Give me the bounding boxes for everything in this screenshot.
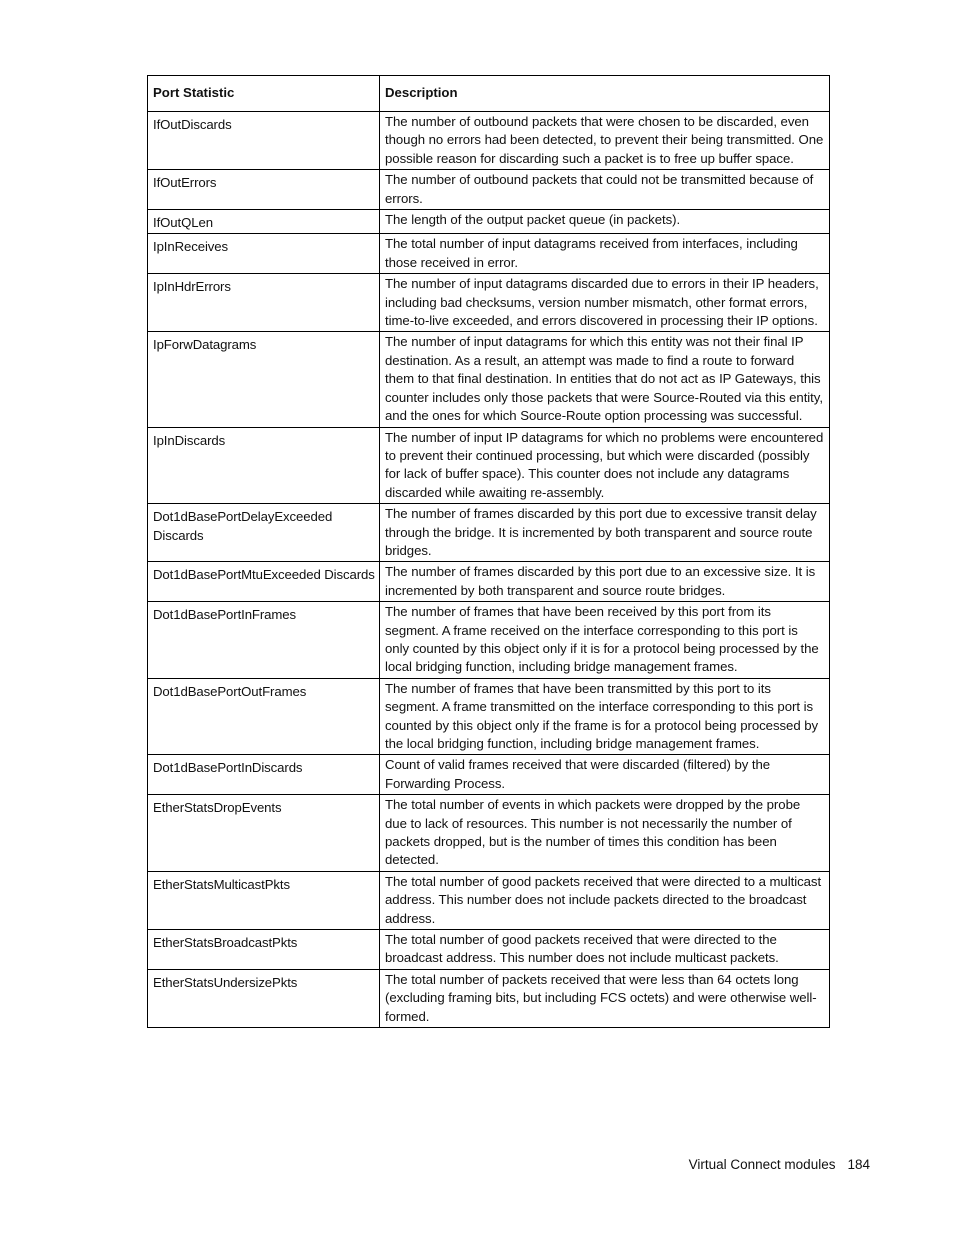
statistic-description: The total number of packets received that were less than 64 octets long (excluding framing bits, but including FCS octets) and were otherwise well-formed.: [380, 969, 830, 1027]
statistic-description: The total number of good packets received that were directed to the broadcast address. This number does not include multicast packets.: [380, 930, 830, 970]
statistic-description: The number of outbound packets that could not be transmitted because of errors.: [380, 170, 830, 210]
statistic-name: IpForwDatagrams: [148, 332, 380, 427]
statistic-description: The number of frames discarded by this port due to excessive transit delay through the bridge. It is incremented by both transparent and source route bridges.: [380, 504, 830, 562]
statistic-description: The total number of good packets received that were directed to a multicast address. This number does not include packets directed to the broadcast address.: [380, 871, 830, 929]
table-row: [148, 274, 830, 332]
statistic-name: Dot1dBasePortInDiscards: [148, 755, 380, 795]
statistic-description: Count of valid frames received that were discarded (filtered) by the Forwarding Process.: [380, 755, 830, 795]
table-row: [148, 562, 830, 602]
table-row: [148, 234, 830, 274]
statistic-name: Dot1dBasePortOutFrames: [148, 678, 380, 755]
statistic-description: The number of frames that have been received by this port from its segment. A frame received on the interface corresponding to this port is only counted by this object only if it is for a protocol being processed by the local bridging function, including bridge management frames.: [380, 602, 830, 679]
footer-section-title: Virtual Connect modules: [688, 1157, 836, 1172]
table-row: [148, 871, 830, 929]
statistic-name: EtherStatsBroadcastPkts: [148, 930, 380, 970]
statistic-description: The length of the output packet queue (in packets).: [380, 210, 830, 234]
statistic-name: IpInReceives: [148, 234, 380, 274]
table-row: [148, 112, 830, 170]
table-row: [148, 427, 830, 504]
statistic-name: Dot1dBasePortInFrames: [148, 602, 380, 679]
table-header-row: [148, 76, 830, 112]
statistic-description: The number of frames that have been transmitted by this port to its segment. A frame transmitted on the interface corresponding to this port is counted by this object only if the frame is for a protocol being processed by the local bridging function, including bridge management frames.: [380, 678, 830, 755]
statistic-description: The total number of events in which packets were dropped by the probe due to lack of resources. This number is not necessarily the number of packets dropped, but is the number of times this condition has been detected.: [380, 795, 830, 872]
table-row: [148, 170, 830, 210]
table-row: [148, 755, 830, 795]
statistic-name: EtherStatsMulticastPkts: [148, 871, 380, 929]
table-row: [148, 210, 830, 234]
statistic-name: IfOutQLen: [148, 210, 380, 234]
table-row: [148, 678, 830, 755]
statistic-name: IpInHdrErrors: [148, 274, 380, 332]
statistic-description: The total number of input datagrams received from interfaces, including those received in error.: [380, 234, 830, 274]
statistic-name: IpInDiscards: [148, 427, 380, 504]
table-row: [148, 969, 830, 1027]
statistic-name: IfOutDiscards: [148, 112, 380, 170]
statistic-description: The number of outbound packets that were chosen to be discarded, even though no errors had been detected, to prevent their being transmitted. One possible reason for discarding such a packet is to free up buffer space.: [380, 112, 830, 170]
column-header-description: Description: [380, 76, 830, 112]
statistic-name: EtherStatsDropEvents: [148, 795, 380, 872]
statistic-description: The number of input datagrams discarded due to errors in their IP headers, including bad checksums, version number mismatch, other format errors, time-to-live exceeded, and errors discovered in processing their IP options.: [380, 274, 830, 332]
table-row: [148, 332, 830, 427]
statistic-description: The number of input IP datagrams for which no problems were encountered to prevent their continued processing, but which were discarded (possibly for lack of buffer space). This counter does not include any datagrams discarded while awaiting re-assembly.: [380, 427, 830, 504]
table-row: [148, 795, 830, 872]
statistic-name: Dot1dBasePortMtuExceeded Discards: [148, 562, 380, 602]
statistic-name: Dot1dBasePortDelayExceeded Discards: [148, 504, 380, 562]
page-number: 184: [847, 1157, 870, 1172]
statistic-description: The number of frames discarded by this port due to an excessive size. It is incremented by both transparent and source route bridges.: [380, 562, 830, 602]
table-row: [148, 504, 830, 562]
statistic-name: IfOutErrors: [148, 170, 380, 210]
table-row: [148, 930, 830, 970]
page-footer: [689, 1157, 870, 1172]
statistic-name: EtherStatsUndersizePkts: [148, 969, 380, 1027]
column-header-port-statistic: Port Statistic: [148, 76, 380, 112]
table-row: [148, 602, 830, 679]
port-statistics-table: [147, 75, 830, 1028]
statistic-description: The number of input datagrams for which this entity was not their final IP destination. As a result, an attempt was made to find a route to forward them to that final destination. In entities that do not act as IP Gateways, this counter includes only those packets that were Source-Routed via this entity, and the ones for which Source-Route option processing was successful.: [380, 332, 830, 427]
